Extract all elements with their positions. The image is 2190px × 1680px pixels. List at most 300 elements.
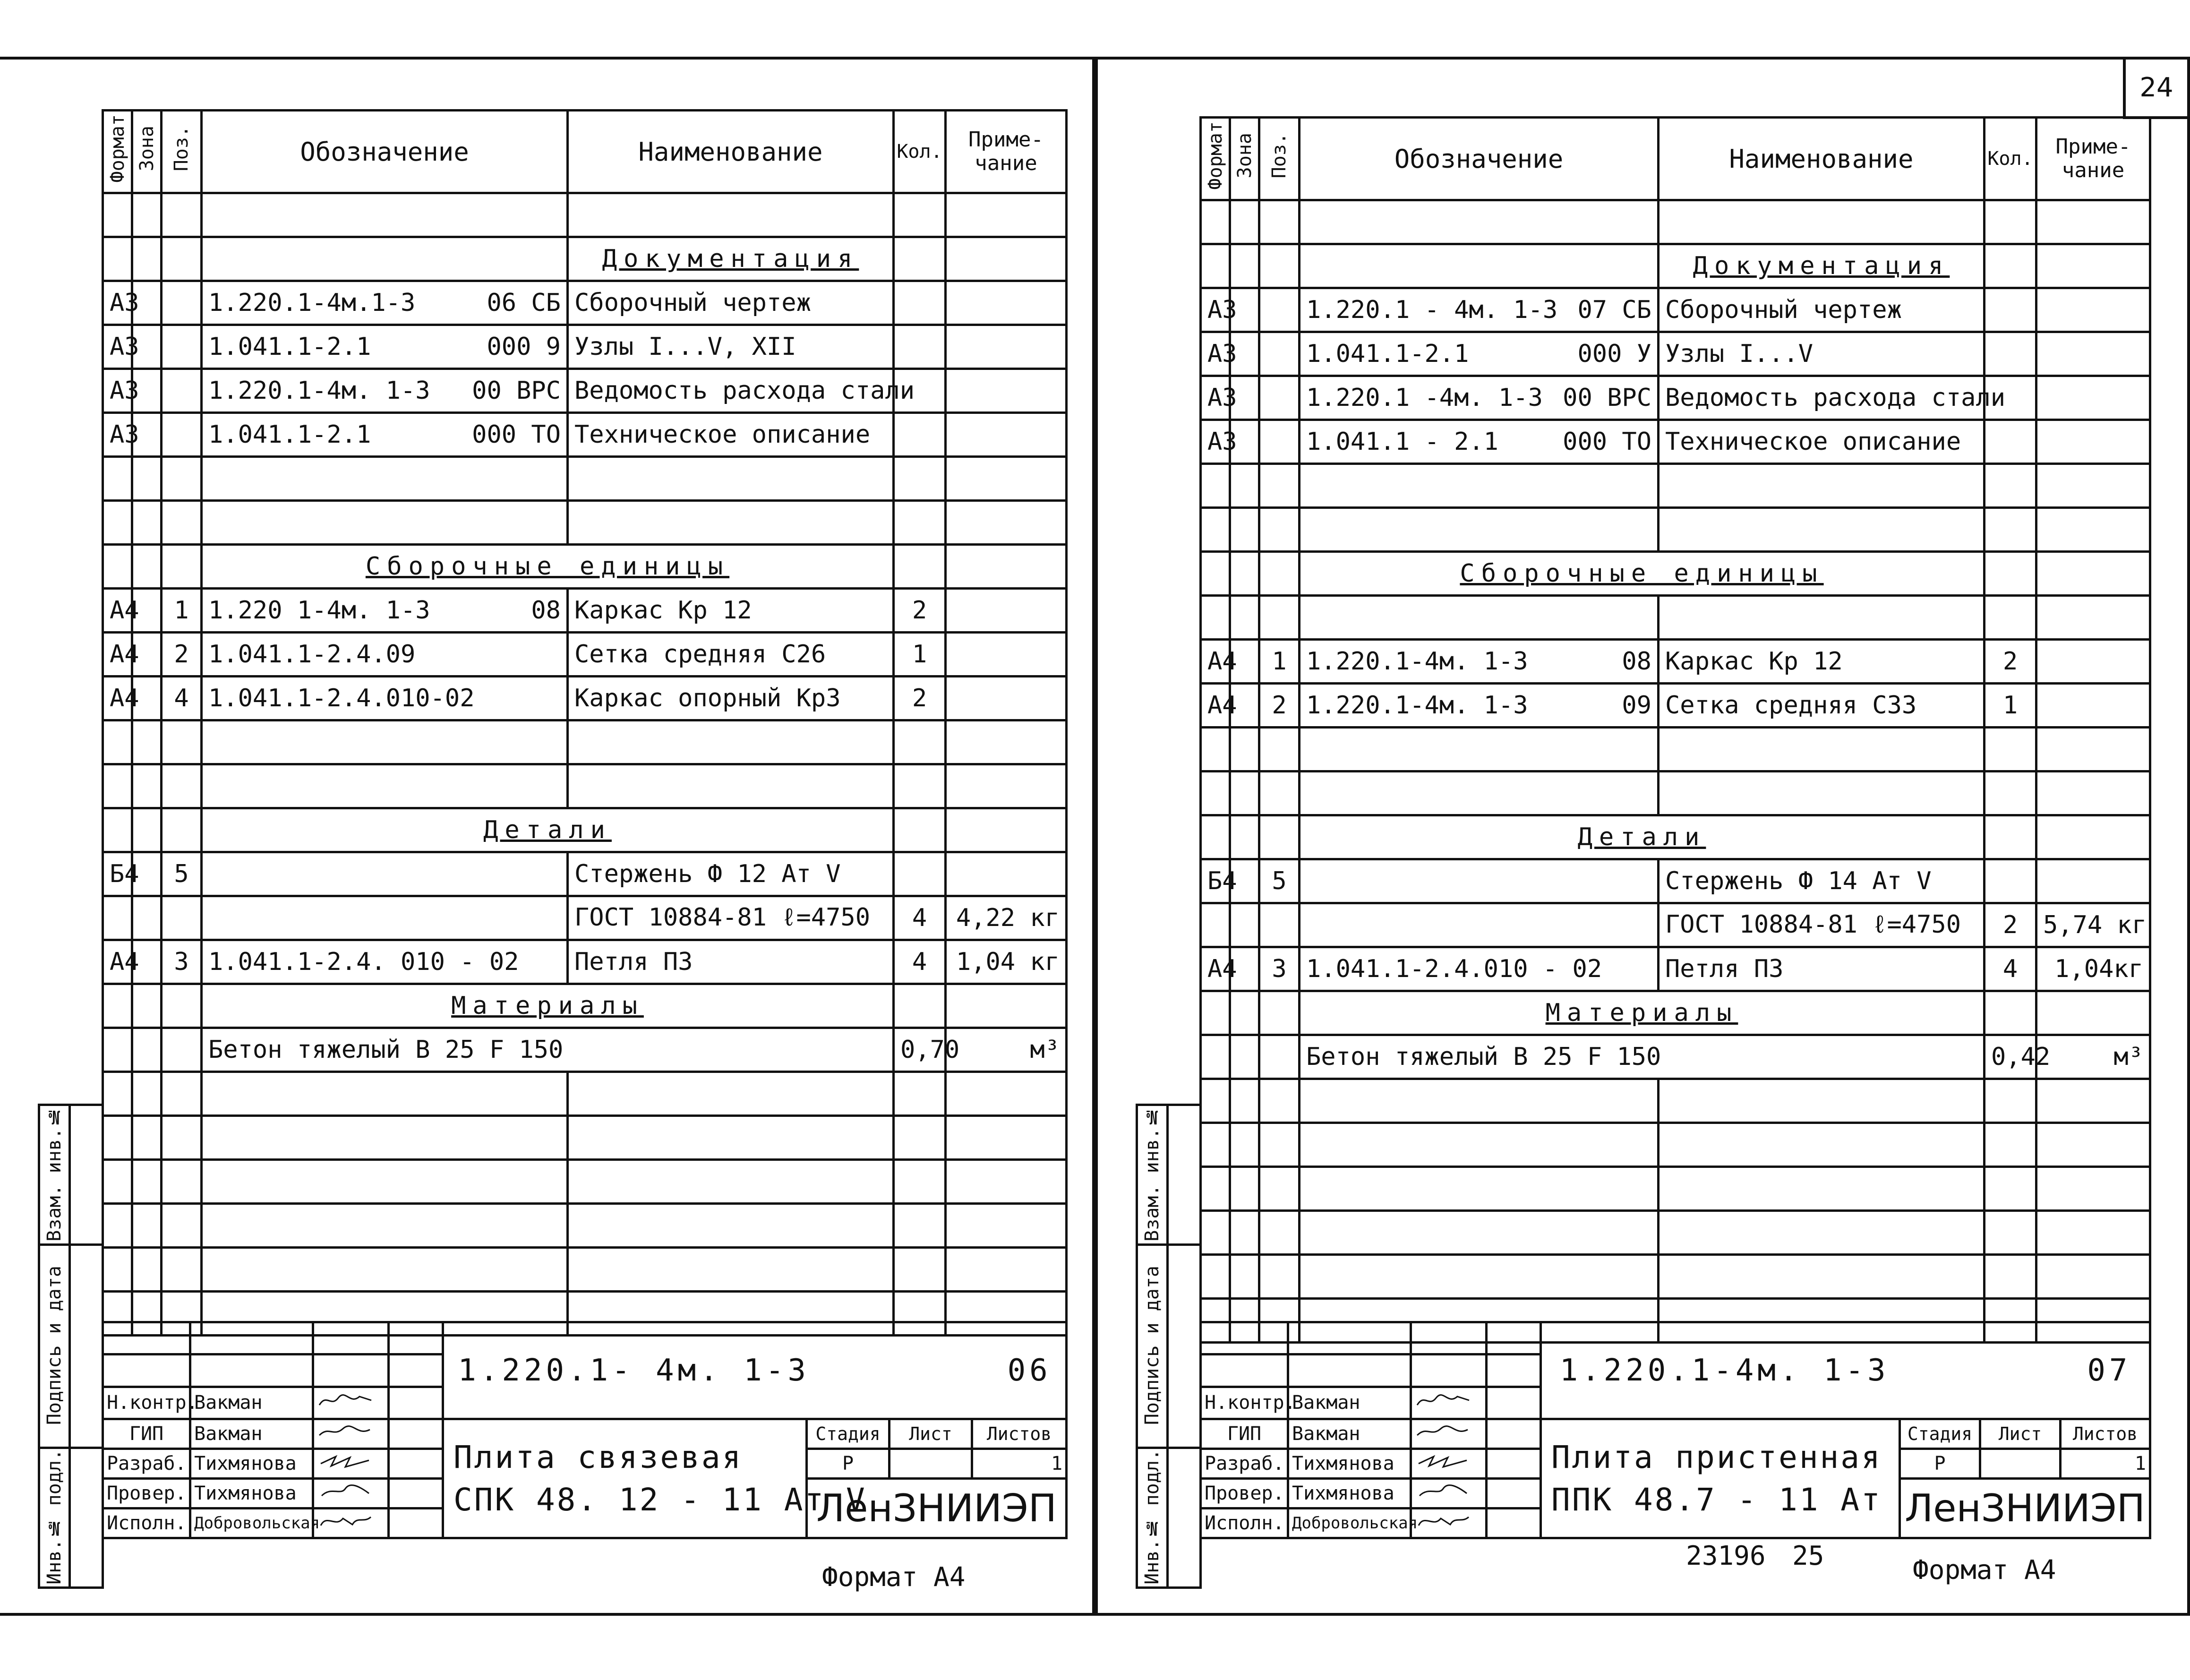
cell-name: Петля П3: [568, 940, 894, 984]
designation-code: 1.220.1-4м.1-3: [208, 289, 416, 317]
spec-row: [1201, 420, 2150, 464]
cell-pos: [1259, 1123, 1300, 1167]
cell-name: [568, 193, 894, 237]
archive-number: 23196: [1686, 1541, 1766, 1571]
cell-qty: [1985, 288, 2036, 332]
sheet-value: [890, 1449, 972, 1479]
cell-pos: [162, 369, 202, 413]
cell-pos: [162, 1028, 202, 1072]
cell-format: А3: [103, 413, 132, 457]
cell-pos: [1259, 244, 1300, 288]
stage-header: Стадия: [1900, 1419, 1980, 1449]
cell-qty: [1985, 596, 2036, 640]
sheet-value: [1980, 1449, 2061, 1479]
signature: [313, 1387, 389, 1419]
stamp-person: Добровольская: [1288, 1509, 1411, 1538]
title-block-left: [102, 1321, 1068, 1539]
right-sheet: [1095, 57, 2190, 1616]
cell-designation: [202, 852, 568, 896]
cell-qty: 2: [1985, 903, 2036, 947]
side-vzam-label: Взам. инв.№: [1137, 1105, 1168, 1245]
signature: [1411, 1449, 1487, 1479]
spec-row: [103, 501, 1067, 545]
spec-row: [1201, 1123, 2150, 1167]
cell-pos: [162, 808, 202, 852]
organization: ЛенЗНИИЭП: [1900, 1479, 2150, 1538]
cell-format: Б4: [103, 852, 132, 896]
cell-qty: [894, 984, 946, 1028]
section-heading: Документация: [568, 237, 894, 281]
cell-note: [946, 193, 1067, 237]
col-pos: Поз.: [162, 111, 202, 193]
cell-pos: [1259, 596, 1300, 640]
spec-row: [103, 1248, 1067, 1292]
cell-designation: Бетон тяжелый В 25 F 150: [1300, 1035, 1985, 1079]
spec-row: [1201, 815, 2150, 859]
spec-row: [103, 984, 1067, 1028]
cell-qty: 1: [1985, 684, 2036, 728]
cell-format: А3: [1201, 420, 1230, 464]
designation-code: 1.220.1 -4м. 1-3: [1306, 384, 1543, 412]
col-designation: Обозначение: [202, 111, 568, 193]
spec-row: [103, 896, 1067, 940]
cell-pos: [162, 325, 202, 369]
cell-note: 4,22 кг: [946, 896, 1067, 940]
cell-designation: [202, 1160, 568, 1204]
cell-designation: [1300, 376, 1659, 420]
cell-format: [1201, 1211, 1230, 1255]
cell-qty: 4: [894, 940, 946, 984]
cell-format: А4: [1201, 947, 1230, 991]
cell-name: [1659, 1255, 1985, 1299]
cell-note: 1,04кг: [2036, 947, 2150, 991]
cell-name: Техническое описание: [1659, 420, 1985, 464]
sidebar-right: [1136, 1104, 1202, 1589]
cell-name: [1659, 728, 1985, 771]
spec-row: [103, 720, 1067, 764]
cell-format: А4: [103, 589, 132, 633]
cell-designation: [1300, 1167, 1659, 1211]
spec-row: [103, 281, 1067, 325]
cell-qty: [1985, 815, 2036, 859]
cell-format: [1201, 596, 1230, 640]
cell-pos: [162, 457, 202, 501]
spec-row: [1201, 903, 2150, 947]
cell-designation: [202, 1204, 568, 1248]
signature: [1411, 1479, 1487, 1509]
cell-zone: [1230, 1167, 1259, 1211]
cell-format: [103, 1072, 132, 1116]
cell-qty: [894, 1116, 946, 1160]
spec-row: [1201, 859, 2150, 903]
designation-code: 1.220.1-4м. 1-3: [1306, 647, 1528, 676]
signature: [313, 1419, 389, 1449]
cell-name: [568, 457, 894, 501]
cell-name: [1659, 464, 1985, 508]
sheets-value: 1: [972, 1449, 1067, 1479]
cell-format: А3: [103, 281, 132, 325]
stamp-person: Добровольская: [190, 1509, 313, 1538]
designation-code: 1.220 1-4м. 1-3: [208, 596, 430, 625]
cell-qty: [1985, 859, 2036, 903]
cell-qty: [894, 1248, 946, 1292]
cell-format: [103, 1160, 132, 1204]
cell-format: А3: [1201, 376, 1230, 420]
cell-note: [2036, 859, 2150, 903]
cell-note: [946, 1204, 1067, 1248]
stamp-role: Разраб.: [1201, 1449, 1288, 1479]
cell-qty: 2: [1985, 640, 2036, 684]
stamp-person: Тихмянова: [190, 1449, 313, 1479]
cell-format: А4: [1201, 684, 1230, 728]
cell-note: [2036, 1123, 2150, 1167]
spec-row: [103, 589, 1067, 633]
cell-zone: [1230, 1079, 1259, 1123]
cell-format: А4: [1201, 640, 1230, 684]
cell-format: А4: [103, 677, 132, 720]
cell-qty: 4: [1985, 947, 2036, 991]
cell-name: [568, 1160, 894, 1204]
spec-row: [1201, 947, 2150, 991]
cell-qty: [894, 457, 946, 501]
cell-note: [946, 720, 1067, 764]
side-vzam-label: Взам. инв.№: [39, 1105, 70, 1245]
cell-pos: [1259, 552, 1300, 596]
cell-qty: [894, 237, 946, 281]
cell-zone: [132, 984, 162, 1028]
cell-note: [946, 457, 1067, 501]
signature: [313, 1509, 389, 1538]
cell-qty: [1985, 508, 2036, 552]
cell-note: [946, 589, 1067, 633]
spec-row: [103, 1160, 1067, 1204]
designation-suffix: 00 ВРС: [472, 377, 561, 405]
cell-zone: [1230, 244, 1259, 288]
cell-designation: [202, 1248, 568, 1292]
cell-format: [1201, 244, 1230, 288]
cell-name: [1659, 596, 1985, 640]
cell-designation: [1300, 596, 1659, 640]
cell-format: А4: [103, 940, 132, 984]
cell-format: [1201, 508, 1230, 552]
cell-pos: [1259, 420, 1300, 464]
cell-name: Стержень Ф 14 Ат V: [1659, 859, 1985, 903]
stamp-role: Н.контр.: [1201, 1387, 1288, 1419]
cell-note: [946, 633, 1067, 677]
cell-designation: [1300, 903, 1659, 947]
cell-pos: [1259, 1035, 1300, 1079]
cell-zone: [1230, 552, 1259, 596]
cell-note: [2036, 684, 2150, 728]
cell-note: [946, 237, 1067, 281]
cell-name: Каркас опорный Кр3: [568, 677, 894, 720]
cell-designation: [202, 720, 568, 764]
cell-name: Каркас Кр 12: [1659, 640, 1985, 684]
spec-row: [103, 237, 1067, 281]
col-format: Формат: [103, 111, 132, 193]
designation-code: 1.220.1 - 4м. 1-3: [1306, 296, 1558, 324]
cell-format: [103, 237, 132, 281]
stamp-person: Вакман: [1288, 1387, 1411, 1419]
cell-zone: [1230, 508, 1259, 552]
cell-pos: [162, 413, 202, 457]
cell-name: [1659, 1167, 1985, 1211]
cell-pos: [162, 281, 202, 325]
section-heading: Сборочные единицы: [202, 545, 894, 589]
stamp-title: Плита пристенная ППК 48.7 - 11 Ат: [1541, 1419, 1900, 1538]
cell-name: Сетка средняя С26: [568, 633, 894, 677]
cell-note: [946, 852, 1067, 896]
cell-zone: [1230, 1035, 1259, 1079]
cell-name: [568, 764, 894, 808]
spec-header-row: [1201, 118, 2150, 200]
col-name: Наименование: [568, 111, 894, 193]
cell-designation: [202, 764, 568, 808]
col-qty: Кол.: [1985, 118, 2036, 200]
sheets-value: 1: [2061, 1449, 2150, 1479]
section-heading: Документация: [1659, 244, 1985, 288]
designation-suffix: 08: [531, 596, 561, 625]
cell-name: Стержень Ф 12 Ат V: [568, 852, 894, 896]
cell-name: [1659, 1123, 1985, 1167]
designation-suffix: 000 9: [487, 333, 561, 361]
stage-value: Р: [1900, 1449, 1980, 1479]
designation-code: 1.041.1 - 2.1: [1306, 428, 1498, 456]
cell-pos: [1259, 903, 1300, 947]
cell-note: [946, 501, 1067, 545]
cell-designation: [202, 1116, 568, 1160]
cell-pos: [162, 1116, 202, 1160]
cell-designation: [1300, 1123, 1659, 1167]
cell-format: [1201, 200, 1230, 244]
spec-row: [103, 940, 1067, 984]
cell-pos: [1259, 200, 1300, 244]
cell-qty: 4: [894, 896, 946, 940]
stage-value: Р: [807, 1449, 890, 1479]
cell-qty: [894, 720, 946, 764]
cell-zone: [132, 808, 162, 852]
section-heading: Материалы: [1300, 991, 1985, 1035]
cell-note: [946, 1116, 1067, 1160]
cell-qty: 2: [894, 677, 946, 720]
designation-suffix: 09: [1622, 691, 1651, 720]
cell-zone: [1230, 596, 1259, 640]
cell-pos: [162, 1160, 202, 1204]
spec-row: [1201, 991, 2150, 1035]
cell-designation: [1300, 1079, 1659, 1123]
cell-note: [2036, 376, 2150, 420]
cell-note: [2036, 1255, 2150, 1299]
cell-designation: [202, 369, 568, 413]
cell-zone: [132, 1160, 162, 1204]
cell-format: [103, 545, 132, 589]
cell-format: [103, 1204, 132, 1248]
spec-row: [1201, 1167, 2150, 1211]
designation-code: 1.220.1-4м. 1-3: [208, 377, 430, 405]
cell-zone: [132, 501, 162, 545]
cell-note: [2036, 244, 2150, 288]
cell-format: [103, 193, 132, 237]
cell-note: [946, 1160, 1067, 1204]
cell-note: м³: [946, 1028, 1067, 1072]
cell-pos: [1259, 288, 1300, 332]
cell-name: Сетка средняя С33: [1659, 684, 1985, 728]
stamp-role: ГИП: [1201, 1419, 1288, 1449]
spec-row: [103, 677, 1067, 720]
cell-format: [1201, 771, 1230, 815]
cell-qty: [1985, 1079, 2036, 1123]
stamp-person: Вакман: [190, 1419, 313, 1449]
col-qty: Кол.: [894, 111, 946, 193]
cell-pos: [1259, 376, 1300, 420]
sheets-header: Листов: [972, 1419, 1067, 1449]
page-number: 24: [2123, 60, 2187, 119]
signature: [1411, 1509, 1487, 1538]
cell-qty: [894, 281, 946, 325]
cell-note: [2036, 771, 2150, 815]
cell-zone: [132, 1204, 162, 1248]
designation-code: 1.220.1-4м. 1-3: [1306, 691, 1528, 720]
cell-zone: [132, 457, 162, 501]
designation-code: 1.041.1-2.4.010 - 02: [1306, 955, 1602, 983]
cell-zone: [132, 896, 162, 940]
sheet-number-bottom: 25: [1792, 1541, 1824, 1571]
spec-row: [1201, 1035, 2150, 1079]
cell-format: [1201, 728, 1230, 771]
cell-name: [568, 720, 894, 764]
spec-row: [103, 457, 1067, 501]
cell-format: [1201, 1123, 1230, 1167]
cell-format: [1201, 903, 1230, 947]
cell-format: [1201, 552, 1230, 596]
cell-pos: [162, 501, 202, 545]
cell-qty: [1985, 244, 2036, 288]
cell-pos: [1259, 332, 1300, 376]
spec-row: [103, 545, 1067, 589]
cell-format: [103, 457, 132, 501]
cell-format: [103, 896, 132, 940]
spec-row: [1201, 684, 2150, 728]
cell-note: [946, 1072, 1067, 1116]
cell-zone: [1230, 903, 1259, 947]
cell-designation: [1300, 771, 1659, 815]
cell-zone: [1230, 728, 1259, 771]
cell-pos: [162, 1248, 202, 1292]
cell-name: Узлы I...V, XII: [568, 325, 894, 369]
cell-zone: [132, 1072, 162, 1116]
spec-row: [1201, 200, 2150, 244]
cell-format: [103, 1248, 132, 1292]
cell-format: А3: [103, 369, 132, 413]
stamp-role: Исполн.: [1201, 1509, 1288, 1538]
cell-name: [568, 1116, 894, 1160]
spec-row: [103, 369, 1067, 413]
spec-row: [1201, 464, 2150, 508]
cell-note: [946, 369, 1067, 413]
spec-row: [1201, 376, 2150, 420]
spec-row: [103, 1116, 1067, 1160]
cell-qty: [1985, 420, 2036, 464]
spec-row: [103, 1072, 1067, 1116]
cell-note: [946, 808, 1067, 852]
cell-name: Ведомость расхода стали: [568, 369, 894, 413]
cell-name: [568, 1204, 894, 1248]
designation-suffix: 000 ТО: [472, 420, 561, 449]
cell-format: [1201, 1035, 1230, 1079]
cell-designation: [202, 589, 568, 633]
cell-name: [568, 1072, 894, 1116]
title-block-right: [1199, 1321, 2151, 1539]
cell-name: Каркас Кр 12: [568, 589, 894, 633]
spec-row: [1201, 1255, 2150, 1299]
stamp-code: 1.220.1-4м. 1-3 07: [1541, 1322, 2150, 1419]
sheet-header: Лист: [1980, 1419, 2061, 1449]
spec-row: [103, 1028, 1067, 1072]
stamp-person: Тихмянова: [1288, 1449, 1411, 1479]
sidebar-left: [38, 1104, 104, 1589]
section-heading: Детали: [202, 808, 894, 852]
cell-qty: 1: [894, 633, 946, 677]
section-heading: Детали: [1300, 815, 1985, 859]
cell-zone: [1230, 200, 1259, 244]
spec-row: [1201, 552, 2150, 596]
spec-table-left: [102, 109, 1068, 1337]
cell-qty: 0,42: [1985, 1035, 2036, 1079]
cell-pos: 3: [1259, 947, 1300, 991]
cell-name: [568, 1248, 894, 1292]
cell-designation: [1300, 947, 1659, 991]
cell-zone: [1230, 464, 1259, 508]
cell-designation: [202, 325, 568, 369]
stamp-role: Разраб.: [103, 1449, 190, 1479]
cell-name: [1659, 1211, 1985, 1255]
cell-qty: [1985, 200, 2036, 244]
cell-designation: [202, 193, 568, 237]
designation-code: 1.041.1-2.1: [208, 420, 371, 449]
col-note: Приме- чание: [946, 111, 1067, 193]
cell-qty: [894, 501, 946, 545]
cell-pos: [1259, 1211, 1300, 1255]
stamp-role: Провер.: [1201, 1479, 1288, 1509]
designation-suffix: 08: [1622, 647, 1651, 676]
cell-zone: [1230, 771, 1259, 815]
cell-pos: 4: [162, 677, 202, 720]
spec-row: [1201, 288, 2150, 332]
designation-suffix: 06 СБ: [487, 289, 561, 317]
cell-name: Узлы I...V: [1659, 332, 1985, 376]
cell-pos: [1259, 1167, 1300, 1211]
cell-format: [1201, 1167, 1230, 1211]
designation-suffix: 000 ТО: [1563, 428, 1651, 456]
cell-name: [1659, 771, 1985, 815]
cell-pos: 5: [1259, 859, 1300, 903]
cell-format: [103, 720, 132, 764]
cell-pos: [162, 764, 202, 808]
designation-code: 1.041.1-2.1: [1306, 340, 1469, 368]
spec-row: [103, 852, 1067, 896]
cell-note: 5,74 кг: [2036, 903, 2150, 947]
cell-qty: [894, 1160, 946, 1204]
cell-designation: [1300, 1211, 1659, 1255]
stamp-role: ГИП: [103, 1419, 190, 1449]
side-podpis-label: Подпись и дата: [1137, 1244, 1168, 1448]
cell-qty: [1985, 464, 2036, 508]
cell-note: [946, 764, 1067, 808]
spec-row: [103, 325, 1067, 369]
col-zone: Зона: [132, 111, 162, 193]
cell-pos: [1259, 991, 1300, 1035]
cell-zone: [132, 720, 162, 764]
